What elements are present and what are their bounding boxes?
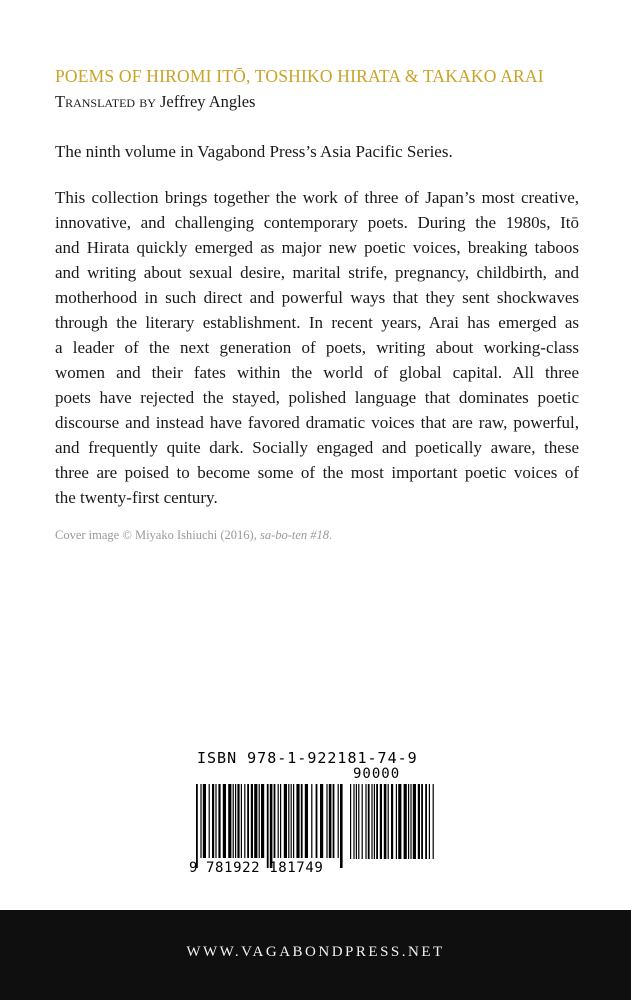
barcode-bar — [288, 784, 289, 858]
barcode-bar — [396, 784, 397, 859]
barcode-bar — [280, 784, 281, 858]
blurb-line: and Hirata quickly emerged as major new poetic voices, breaking taboos — [55, 238, 579, 257]
barcode-bar — [425, 784, 427, 859]
barcode-bar — [362, 784, 363, 859]
barcode-bar — [274, 784, 276, 858]
barcode-bar — [333, 784, 335, 858]
barcode-bar — [320, 784, 323, 858]
barcode-bar — [196, 784, 198, 868]
cover-credit — [55, 528, 595, 543]
volume-note: The ninth volume in Vagabond Press’s Asia Pacific Series. — [55, 142, 453, 161]
blurb-paragraph — [55, 185, 579, 510]
barcode-digits: 781922 181749 — [206, 860, 324, 876]
barcode-bar — [244, 784, 245, 858]
barcode-first-digit: 9 — [189, 860, 198, 876]
barcode-bar — [251, 784, 253, 858]
barcode-bar — [418, 784, 420, 859]
blurb-line: and writing about sexual desire, marital strife, pregnancy, childbirth, and — [55, 263, 579, 282]
blurb-line: discourse and instead have favored dramatic voices that are raw, powerful, — [55, 413, 579, 432]
blurb-line: women and their fates within the world of global capital. All three — [55, 363, 579, 382]
barcode-bar — [235, 784, 236, 858]
barcode-bar — [404, 784, 407, 859]
cover-credit-prefix: Cover image © Miyako Ishiuchi (2016), — [55, 528, 260, 542]
barcode-bar — [278, 784, 279, 858]
barcode-bar — [241, 784, 242, 858]
barcode-bar — [261, 784, 264, 858]
barcode-bar — [350, 784, 351, 859]
barcode-bar — [353, 784, 354, 859]
barcode-bar — [212, 784, 214, 858]
barcode-bar — [301, 784, 303, 858]
barcode-bar — [356, 784, 357, 859]
blurb-line: motherhood in such direct and powerful ways that they sent shockwaves — [55, 288, 579, 307]
barcode-bar — [374, 784, 375, 859]
blurb-line: a leader of the next generation of poets, writing about working-class — [55, 338, 579, 357]
barcode-bar — [200, 784, 201, 858]
footer-band — [0, 910, 631, 1000]
barcode-bar — [340, 784, 343, 868]
barcode-bar — [365, 784, 366, 859]
barcode-bar — [233, 784, 234, 858]
barcode-bar — [421, 784, 423, 859]
barcode-bar — [398, 784, 401, 859]
blurb-line: three are poised to become some of the most important poetic voices of — [55, 463, 579, 482]
barcode-bar — [413, 784, 416, 859]
barcode-bar — [338, 784, 339, 858]
publisher-website: WWW.VAGABONDPRESS.NET — [186, 944, 445, 960]
barcode-supplement-bars — [350, 784, 436, 859]
barcode-bar — [316, 784, 318, 858]
barcode-bar — [326, 784, 327, 858]
barcode-bar — [259, 784, 260, 858]
barcode-bar — [371, 784, 372, 859]
barcode-bar — [215, 784, 216, 858]
barcode-main-bars — [196, 784, 346, 868]
cover-credit-work-title: sa-bo-ten #18 — [259, 528, 330, 542]
blurb-line: innovative, and challenging contemporary poets. During the 1980s, Itō — [55, 213, 579, 232]
translator-line — [55, 92, 615, 112]
barcode-bar — [376, 784, 378, 859]
barcode-bar — [329, 784, 332, 858]
barcode-bar — [429, 784, 430, 859]
barcode-bar — [410, 784, 411, 859]
barcode-bar — [358, 784, 359, 859]
barcode-bar — [384, 784, 387, 859]
barcode-bar — [368, 784, 370, 859]
translator-name: Jeffrey Angles — [160, 92, 256, 111]
barcode-bar — [209, 784, 210, 858]
barcode-bar — [388, 784, 389, 859]
blurb-line: the twenty-first century. — [55, 488, 218, 507]
barcode-bar — [296, 784, 299, 858]
barcode-bar — [228, 784, 231, 858]
barcode-bar — [293, 784, 294, 858]
barcode-bar — [267, 784, 269, 868]
barcode-bar — [305, 784, 308, 858]
isbn-label: ISBN 978-1-922181-74-9 — [197, 749, 418, 767]
barcode-bar — [311, 784, 312, 858]
barcode-bar — [284, 784, 287, 858]
barcode-bar — [203, 784, 206, 858]
barcode-bar — [391, 784, 393, 859]
blurb-line: This collection brings together the work of three of Japan’s most creative, — [55, 188, 579, 207]
barcode-bar — [237, 784, 239, 858]
barcode-supplement-number: 90000 — [353, 766, 401, 782]
translated-by-label: Translated by — [55, 92, 156, 111]
series-title: POEMS OF HIROMI ITŌ, TOSHIKO HIRATA & TAKAKO ARAI — [55, 66, 544, 86]
blurb-line: poets have rejected the stayed, polished language that dominates poetic — [55, 388, 579, 407]
cover-credit-suffix: . — [329, 528, 333, 542]
barcode-bar — [270, 784, 273, 868]
barcode-bar — [408, 784, 409, 859]
blurb-line: and frequently quite dark. Socially engaged and poetically aware, these — [55, 438, 579, 457]
blurb-line: through the literary establishment. In recent years, Arai has emerged as — [55, 313, 579, 332]
barcode-bar — [380, 784, 382, 859]
barcode-bar — [218, 784, 220, 858]
barcode-bar — [247, 784, 249, 858]
isbn-barcode — [189, 745, 441, 887]
barcode-bar — [223, 784, 226, 858]
barcode-bar — [433, 784, 434, 859]
barcode-bar — [291, 784, 292, 858]
barcode-bar — [254, 784, 257, 858]
